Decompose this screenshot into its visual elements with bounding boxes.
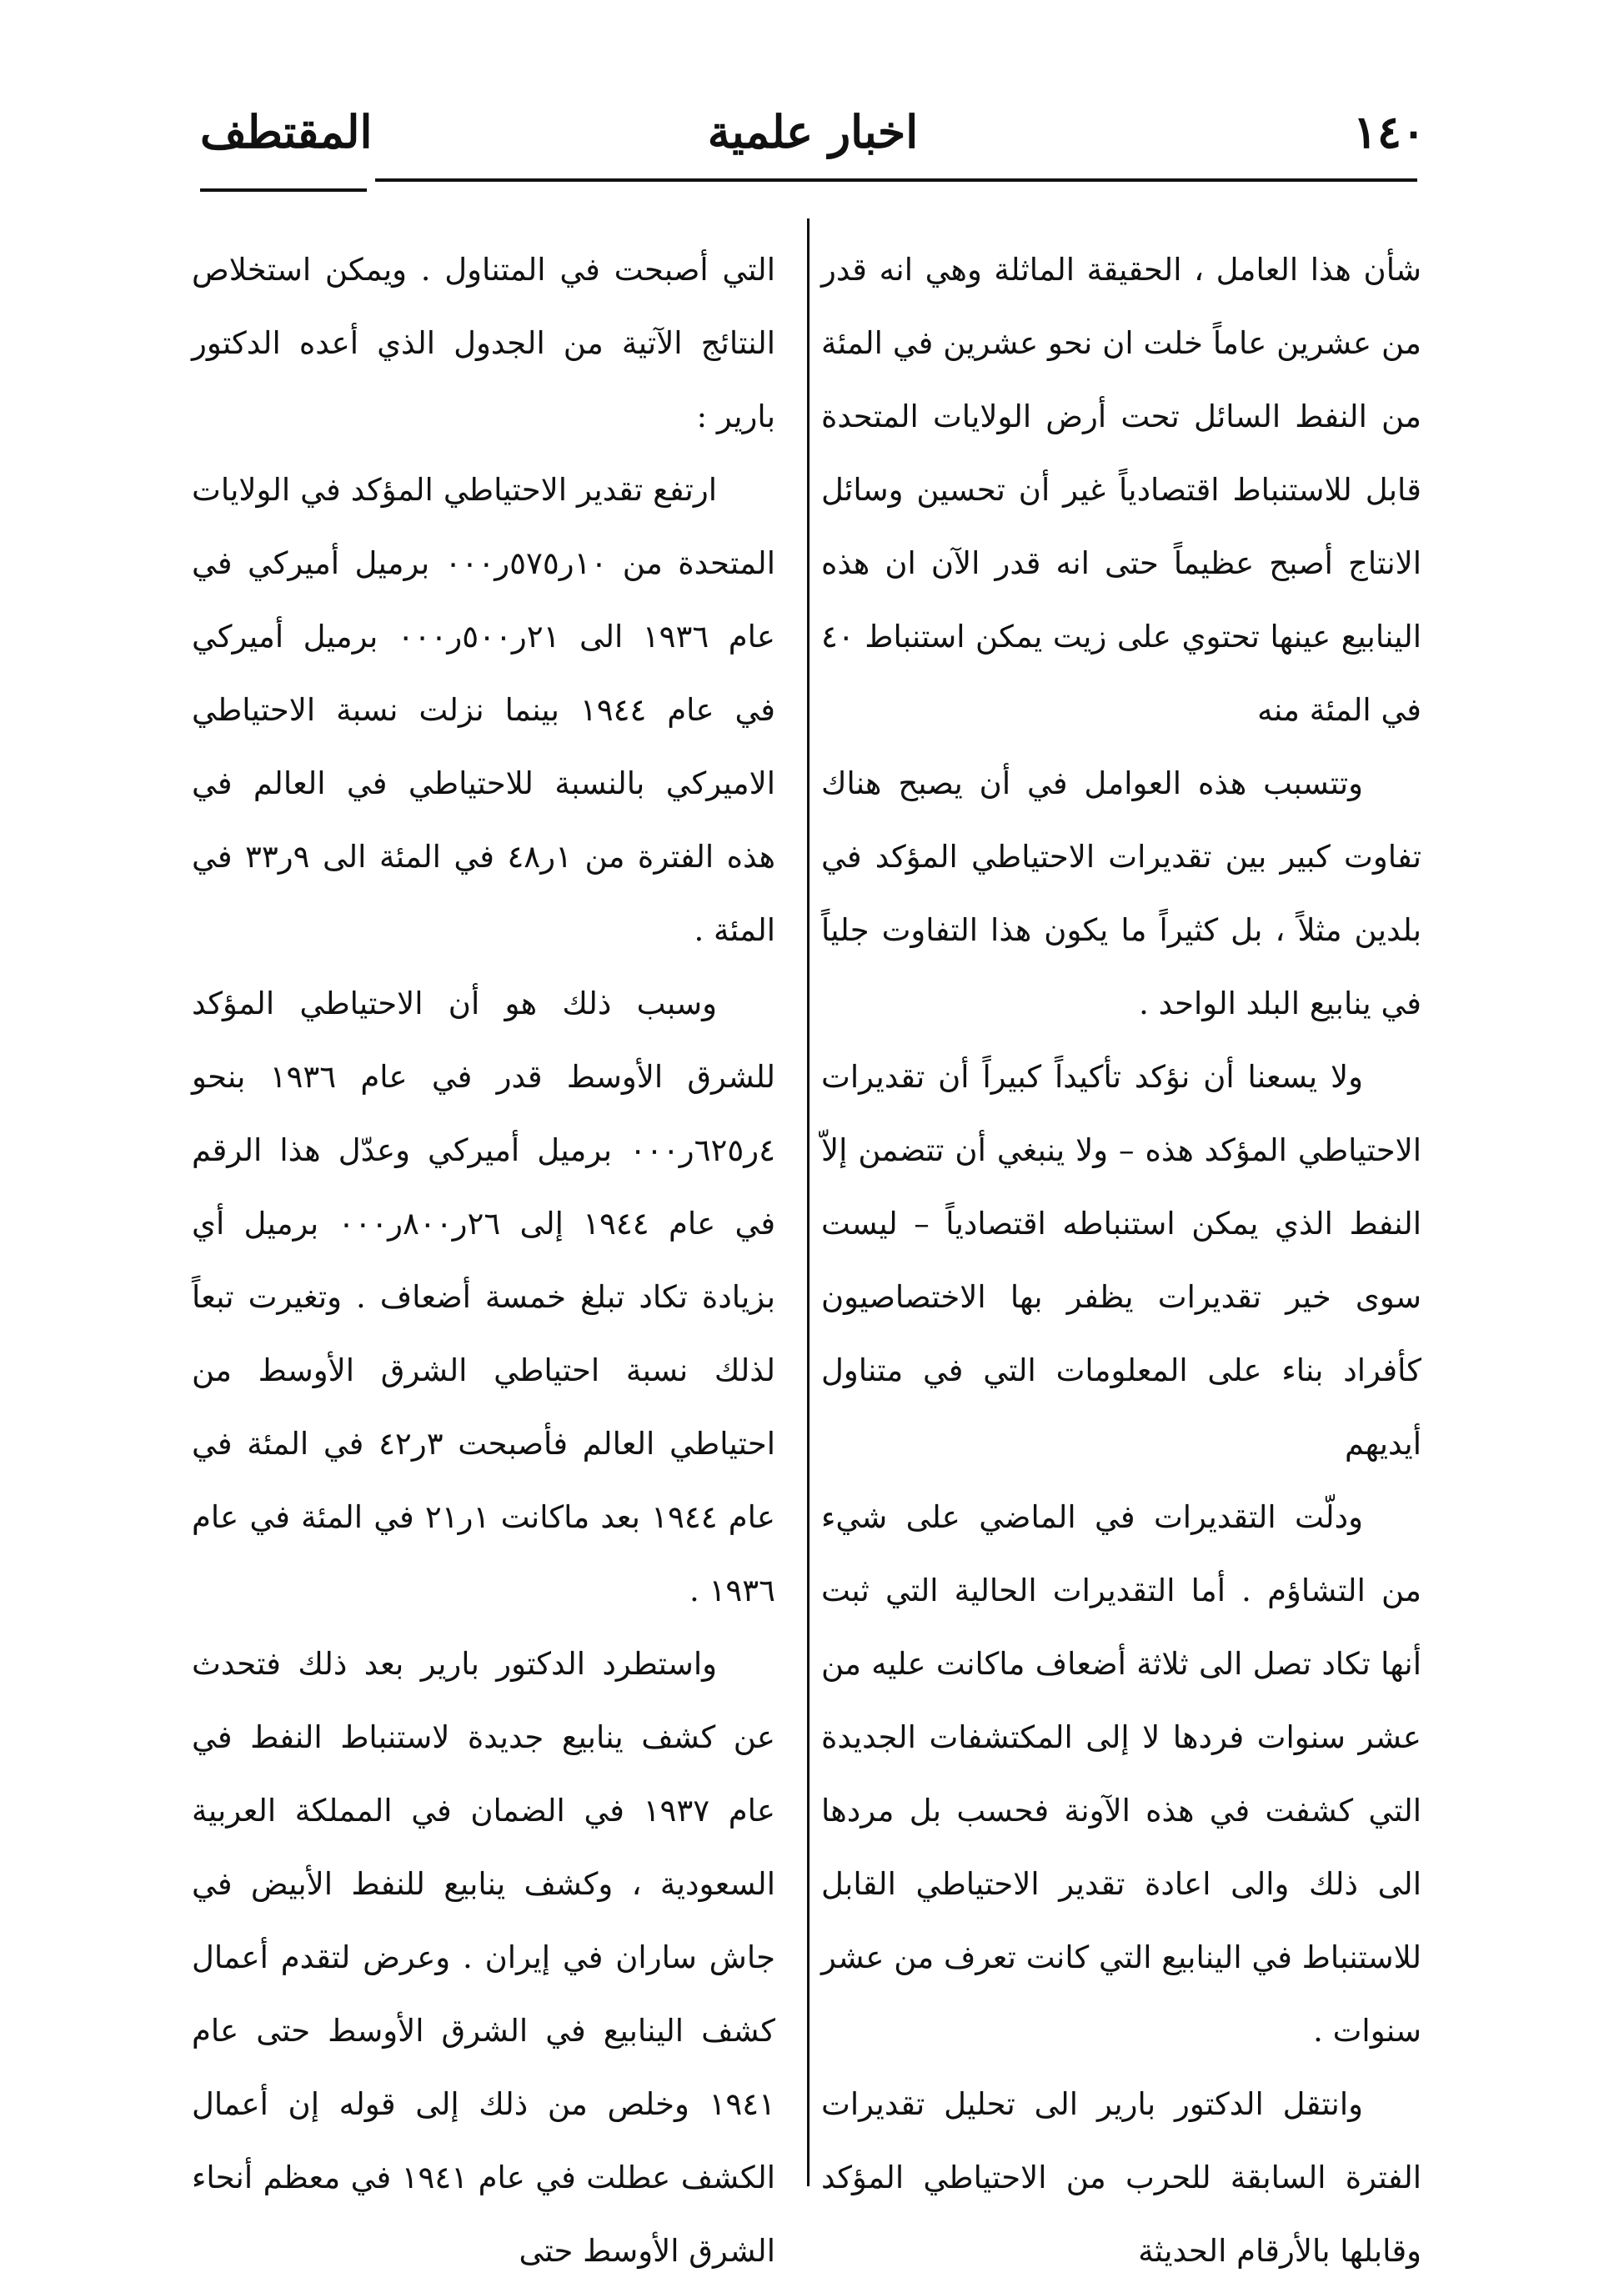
paragraph: واستطرد الدكتور بارير بعد ذلك فتحدث عن كشف ينابيع جديدة لاستنباط النفط في عام ١٩٣٧ في الضمان في المملكة العربية السعودية ، وكشف ينابيع للنفط الأبيض في جاش ساران في إيران . وعرض لتقدم أعمال كشف الينابيع في الشرق الأوسط حتى عام ١٩٤١ وخلص من ذلك إلى قوله إن أعمال الكشف عطلت في عام ١٩٤١ في معظم أنحاء الشرق الأوسط حتى (192, 1646, 775, 2269)
header-rule-short (200, 188, 367, 192)
right-column (821, 233, 1421, 2269)
page-number: ١٤٠ (1352, 105, 1426, 158)
header-rule-long (375, 178, 1417, 182)
paragraph: وتتسبب هذه العوامل في أن يصبح هناك تفاوت كبير بين تقديرات الاحتياطي المؤكد في بلدين مثلاً ، بل كثيراً ما يكون هذا التفاوت جلياً في ينابيع البلد الواحد . (821, 765, 1421, 1021)
paragraph: ارتفع تقدير الاحتياطي المؤكد في الولايات المتحدة من ١٠ر٥٧٥ر٠٠٠ برميل أميركي في عام ١٩٣٦ الى ٢١ر٥٠٠ر٠٠٠ برميل أميركي في عام ١٩٤٤ بينما نزلت نسبة الاحتياطي الاميركي بالنسبة للاحتياطي في العالم في هذه الفترة من ١ر٤٨ في المئة الى ٩ر٣٣ في المئة . (192, 472, 776, 948)
paragraph: وانتقل الدكتور بارير الى تحليل تقديرات الفترة السابقة للحرب من الاحتياطي المؤكد وقابلها بالأرقام الحديثة (821, 2086, 1421, 2269)
section-title: اخبار علمية (707, 105, 919, 158)
running-header (200, 98, 1426, 165)
journal-name: المقتطف (200, 105, 373, 158)
paragraph: ولا يسعنا أن نؤكد تأكيداً كبيراً أن تقديرات الاحتياطي المؤكد هذه – ولا ينبغي أن تتضمن إلاّ النفط الذي يمكن استنباطه اقتصادياً – ليست سوى خير تقديرات يظفر بها الاختصاصيون كأفراد بناء على المعلومات التي في متناول أيديهم (821, 1059, 1421, 1462)
paragraph: وسبب ذلك هو أن الاحتياطي المؤكد للشرق الأوسط قدر في عام ١٩٣٦ بنحو ٤ر٦٢٥ر٠٠٠ برميل أميركي وعدّل هذا الرقم في عام ١٩٤٤ إلى ٢٦ر٨٠٠ر٠٠٠ برميل أي بزيادة تكاد تبلغ خمسة أضعاف . وتغيرت تبعاً لذلك نسبة احتياطي الشرق الأوسط من احتياطي العالم فأصبحت ٣ر٤٢ في المئة في عام ١٩٤٤ بعد ماكانت ١ر٢١ في المئة في عام ١٩٣٦ . (192, 986, 776, 1608)
paragraph: شأن هذا العامل ، الحقيقة الماثلة وهي انه قدر من عشرين عاماً خلت ان نحو عشرين في المئة من النفط السائل تحت أرض الولايات المتحدة قابل للاستنباط اقتصادياً غير أن تحسين وسائل الانتاج أصبح عظيماً حتى انه قدر الآن ان هذه الينابيع عينها تحتوي على زيت يمكن استنباط ٤٠ في المئة منه (821, 252, 1421, 728)
left-column (192, 233, 776, 2269)
paragraph: ودلّت التقديرات في الماضي على شيء من التشاؤم . أما التقديرات الحالية التي ثبت أنها تكاد تصل الى ثلاثة أضعاف ماكانت عليه من عشر سنوات فردها لا إلى المكتشفات الجديدة التي كشفت في هذه الآونة فحسب بل مردها الى ذلك والى اعادة تقدير الاحتياطي القابل للاستنباط في الينابيع التي كانت تعرف من عشر سنوات . (821, 1499, 1421, 2049)
paragraph: التي أصبحت في المتناول . ويمكن استخلاص النتائج الآتية من الجدول الذي أعده الدكتور بارير : (192, 252, 775, 434)
column-divider (807, 218, 809, 2186)
